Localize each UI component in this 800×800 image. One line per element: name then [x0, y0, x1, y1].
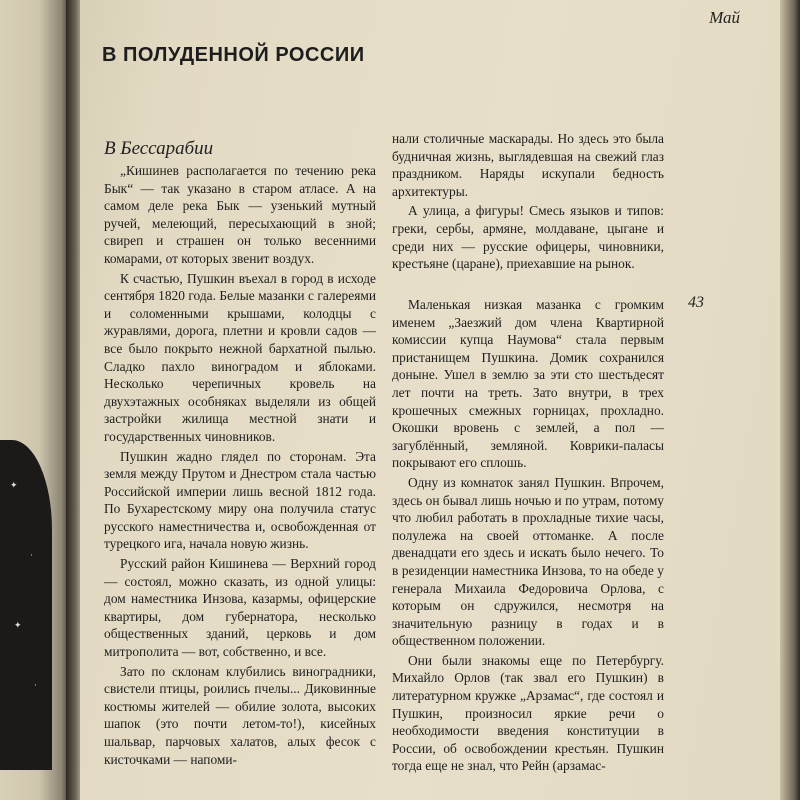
- right-page-edge: [780, 0, 800, 800]
- left-text-column: [104, 162, 376, 768]
- paragraph: Русский район Кишинева — Верхний город — состоял, можно сказать, из одной улицы: дом наместника Инзова, казармы, офицерские квартиры, дом губернатора, несколько общественных зданий, церковь и дом митрополита — вот, собственно, и все.: [104, 556, 376, 660]
- right-text-column-top: [392, 130, 664, 273]
- paragraph: Маленькая низкая мазанка с громким именем „Заезжий дом члена Квартирной комиссии купца Наумова“ стала первым пристанищем Пушкина. Домик сохранился доныне. Ушел в землю за эти сто шестьдесят лет почти на треть. Зато внутри, в трех крошечных смежных горницах, прохладно. Окошки вровень с землей, а пол — загублённый, земляной. Коврики-паласы покрывают его сплошь.: [392, 297, 664, 471]
- right-text-column-bottom: [392, 296, 664, 775]
- paragraph: Пушкин жадно глядел по сторонам. Эта земля между Прутом и Днестром стала частью Российской империи лишь весной 1812 года. По Бухарестскому миру она получила статус русского наместничества и, освобожденная от турецкого ига, начала новую жизнь.: [104, 448, 376, 552]
- left-page-illustration: ✦ · ✦ ·: [0, 440, 52, 770]
- paragraph: „Кишинев располагается по течению река Бык“ — так указано в старом атласе. А на самом деле река Бык — узенький мутный ручей, мелеющий, пересыхающий в зной; свиреп и страшен он только весенними комарами, от которых звенит воздух.: [104, 163, 376, 266]
- paragraph: Они были знакомы еще по Петербургу. Михайло Орлов (так звал его Пушкин) в литературном кружке „Арзамас“, где состоял и Пушкин, произносил яркие речи о необходимости введения конституции в России, об освобождении крестьян. Пушкин тогда еще не знал, что Рейн (арзамас-: [392, 652, 664, 774]
- running-head: Май: [709, 8, 740, 27]
- paragraph: А улица, а фигуры! Смесь языков и типов: греки, сербы, армяне, молдаване, цыгане и среди них — русские офицеры, чиновники, крестьяне (царане), приехавшие на рынок.: [392, 203, 664, 272]
- paragraph: К счастью, Пушкин въехал в город в исходе сентября 1820 года. Белые мазанки с галереями и соломенными крышами, колодцы с журавлями, дорога, плетни и кровли садов — все было покрыто нежной бархатной пылью. Сладко пахло виноградом и яблоками. Несколько черепичных кровель на двухэтажных особняках выделяли из общей застройки жилища местной знати и государственных чиновников.: [104, 270, 376, 444]
- paragraph: Зато по склонам клубились виноградники, свистели птицы, роились пчелы... Диковинные костюмы жителей — обилие золота, высоких шапок (это почти летом-то!), кисейных шальвар, парчовых халатов, алых фесок с кисточками — напоми-: [104, 663, 376, 767]
- section-title: В Бессарабии: [104, 138, 214, 159]
- chapter-title: В ПОЛУДЕННОЙ РОССИИ: [102, 44, 365, 66]
- page-number: 43: [688, 294, 704, 311]
- paragraph: нали столичные маскарады. Но здесь это была будничная жизнь, выглядевшая на свежий глаз праздником. Наряды искупали бедность архитектуры.: [392, 131, 664, 199]
- paragraph: Одну из комнаток занял Пушкин. Впрочем, здесь он бывал лишь ночью и по утрам, потому что любил работать в прохладные тихие часы, полулежа на своей оттоманке. А после двенадцати его здесь и искать было нечего. То в резиденции наместника Инзова, то на обеде у генерала Михаила Федоровича Орлова, с которым он сдружился, несмотря на значительную разницу в годах и в общественном положении.: [392, 474, 664, 649]
